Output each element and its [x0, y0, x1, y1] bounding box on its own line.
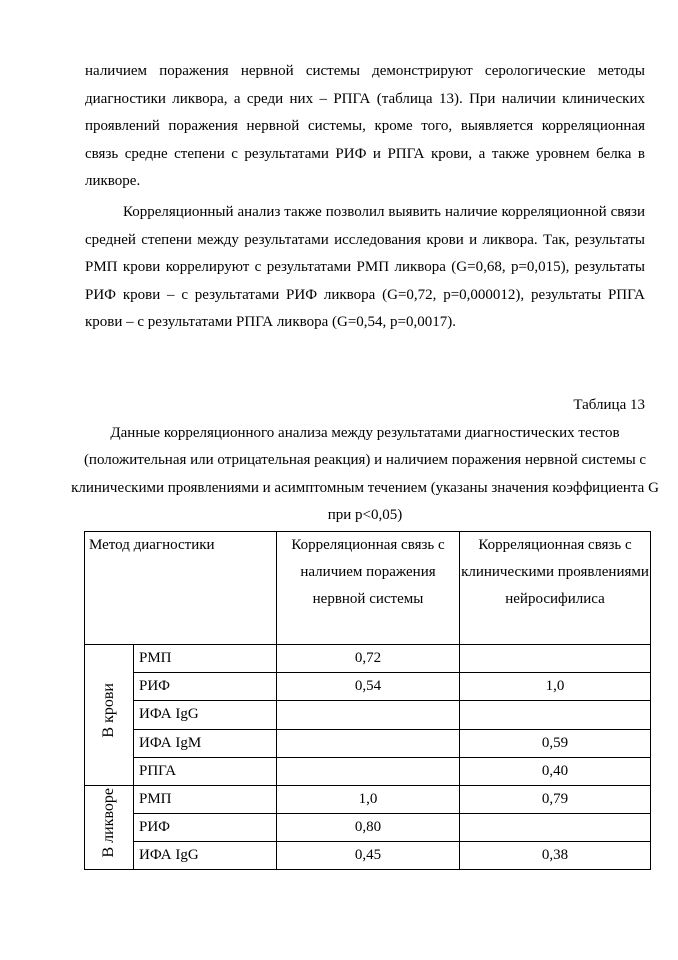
value-clinical [460, 701, 651, 729]
method-cell: РМП [134, 645, 277, 673]
header-clinical-neurosyphilis: Корреляционная связь с клиническими проявлениями нейросифилиса [460, 532, 651, 645]
value-nervous [277, 729, 460, 757]
group-liquor [85, 786, 134, 870]
table-row [85, 814, 651, 842]
method-cell: РМП [134, 786, 277, 814]
value-nervous [277, 757, 460, 785]
value-nervous: 0,54 [277, 673, 460, 701]
method-cell: РИФ [134, 814, 277, 842]
table-row [85, 673, 651, 701]
table-caption: Данные корреляционного анализа между результатами диагностических тестов (положительная или отрицательная реакция) и наличием поражения нервной системы с клиническими проявлениями и асимптомным течением (указаны значения коэффициента G при p<0,05) [71, 425, 659, 524]
group-blood [85, 645, 134, 786]
value-clinical: 1,0 [460, 673, 651, 701]
group-label-blood: В крови [100, 682, 117, 738]
value-clinical: 0,59 [460, 729, 651, 757]
value-nervous [277, 701, 460, 729]
paragraph-2: Корреляционный анализ также позволил выявить наличие корреляционной связи средней степени между результатами исследования крови и ликвора. Так, результаты РМП крови коррелируют с результатами РМП ликвора (G=0,68, p=0,015), результаты РИФ крови – с результатами РИФ ликвора (G=0,72, p=0,000012), результаты РПГА крови – с результатами РПГА ликвора (G=0,54, p=0,0017). [85, 204, 645, 331]
value-nervous: 0,72 [277, 645, 460, 673]
correlation-table [84, 531, 651, 870]
method-cell: РИФ [134, 673, 277, 701]
table-row [85, 786, 651, 814]
value-clinical: 0,79 [460, 786, 651, 814]
header-method: Метод диагностики [85, 532, 277, 645]
header-nervous-system: Корреляционная связь с наличием поражения нервной системы [277, 532, 460, 645]
table-row [85, 701, 651, 729]
method-cell: ИФА IgG [134, 701, 277, 729]
paragraph-1: наличием поражения нервной системы демонстрируют серологические методы диагностики ликвора, а среди них – РПГА (таблица 13). При наличии клинических проявлений поражения нервной системы, кроме того, выявляется корреляционная связь средне степени с результатами РИФ и РПГА крови, а также уровнем белка в ликворе. [85, 63, 645, 190]
value-nervous: 0,45 [277, 842, 460, 870]
value-clinical [460, 645, 651, 673]
value-clinical: 0,40 [460, 757, 651, 785]
value-nervous: 1,0 [277, 786, 460, 814]
table-row [85, 757, 651, 785]
table-row [85, 842, 651, 870]
table-header-row [85, 532, 651, 645]
value-clinical: 0,38 [460, 842, 651, 870]
table-number: Таблица 13 [573, 397, 645, 413]
method-cell: ИФА IgG [134, 842, 277, 870]
group-label-liquor: В ликворе [100, 787, 117, 858]
table-row [85, 729, 651, 757]
method-cell: РПГА [134, 757, 277, 785]
method-cell: ИФА IgM [134, 729, 277, 757]
value-nervous: 0,80 [277, 814, 460, 842]
table-row [85, 645, 651, 673]
value-clinical [460, 814, 651, 842]
